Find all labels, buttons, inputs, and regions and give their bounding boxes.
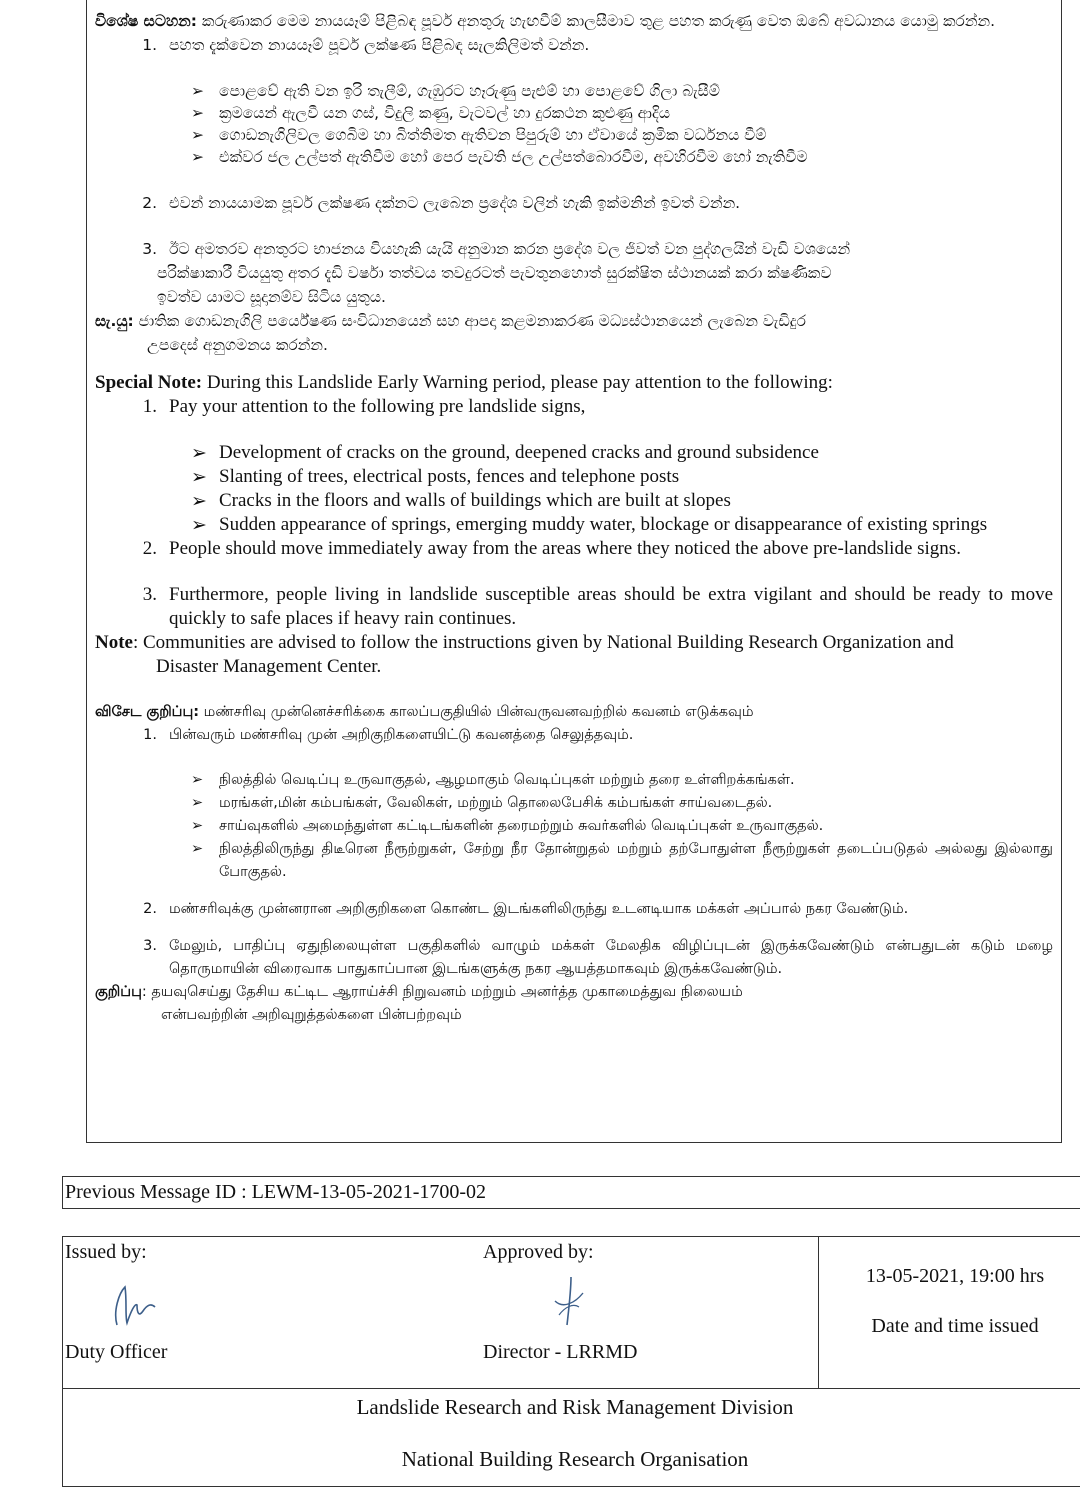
english-bullet: ➢ Development of cracks on the ground, deepened cracks and ground subsidence <box>191 442 819 464</box>
tamil-bullet: ➢ சாய்வுகளில் அமைந்துள்ள கட்டிடங்களின் தரைமற்றும் சுவர்களில் வெடிப்புகள் உருவாகுதல். <box>95 815 1053 838</box>
english-bullet: ➢ Slanting of trees, electrical posts, fences and telephone posts <box>191 466 680 488</box>
tamil-item-1: 1. பின்வரும் மண்சரிவு முன் அறிகுறிகளையிட்டு கவனத்தை செலுத்தவும். <box>143 727 634 743</box>
approved-by-cell <box>483 1237 819 1388</box>
sinhala-note: සැ.යු: ජාතික ගොඩනැගිලි පර්යේෂණ සංවිධානයෙන් සහ ආපදා කළමනාකරණ මධ්‍යස්ථානයෙන් ලැබෙන වැඩිදුර <box>95 312 807 330</box>
english-section: Special Note: During this Landslide Early Warning period, please pay attention to the following: 1. Pay your attention to the following pre landslide signs, ➢ Development of cracks on the ground, deepened cracks and ground subsidence ➢ Slanting of trees, electrical posts, fences and telephone posts ➢ Cracks in the floors and walls of buildings which are built at slopes ➢ Sudden appearance of springs, emerging muddy water, blockage or disappearance of existing springs 2. People should move immediately away from the areas where they noticed the above pre-landslide signs. 3. Furthermore, people living in landslide susceptible areas should be extra vigilant and should be ready to move quickly to safe places if heavy rain continues. Note: Communities are advised to follow the instructions given by National Building Research Organization and Disaster Management Center. <box>95 372 1053 677</box>
arrow-bullet-icon: ➢ <box>191 126 204 144</box>
signature-table <box>62 1236 1080 1389</box>
arrow-bullet-icon: ➢ <box>191 442 207 464</box>
issue-datetime: 13-05-2021, 19:00 hrs <box>865 1265 1045 1287</box>
sinhala-bullet: ➢ ක්‍රමයෙන් ඇලවී යන ගස්, විදුලි කණු, වැටවල් හා දුරකථන කුළුණු ආදිය <box>95 101 1053 125</box>
sinhala-label: විශේෂ සටහන: <box>95 12 197 30</box>
sinhala-item-2: 2. එවන් නායයාමක පූර්ව ලක්ෂණ දක්නට ලැබෙන ප්‍රදේශ වලින් හැකි ඉක්මනින් ඉවත් වන්න. <box>142 194 741 212</box>
sinhala-bullet: ➢ ගොඩනැගිලිවල ගෙබිම හා බිත්තිමත ඇතිවන පිපුරුම් හා ඒවායේ ක්‍රමික වර්ධනය වීම් <box>95 123 1053 147</box>
sinhala-item-1: 1. පහත දැක්වෙන නායයෑම් පූර්ව ලක්ෂණ පිළිබඳ සැලකිලිමත් වන්න. <box>142 36 590 54</box>
arrow-bullet-icon: ➢ <box>191 148 204 166</box>
notice-box <box>86 0 1062 1143</box>
duty-officer-signature <box>103 1281 163 1331</box>
sinhala-section: විශේෂ සටහන: කරුණාකර මෙම නායයෑම් පිළිබඳ පූර්ව අනතුරු හැඟවීම් කාලසීමාව තුළ පහත කරුණු වෙත ඔබේ අවධානය යොමු කරන්න. 1. පහත දැක්වෙන නායයෑම් පූර්ව ලක්ෂණ පිළිබඳ සැලකිලිමත් වන්න. ➢ පොළවේ ඇති වන ඉරි තැලීම්, ගැඹුරට හෑරුණු පැළුම් හා පොළවේ ගිලා බැසීම් ➢ ක්‍රමයෙන් ඇලවී යන ගස්, විදුලි කණු, වැටවල් හා දුරකථන කුළුණු ආදිය ➢ ගොඩනැගිලිවල ගෙබිම හා බිත්තිමත ඇතිවන පිපුරුම් හා ඒවායේ ක්‍රමික වර්ධනය වීම් ➢ එක්වර ජල උල්පත් ඇතිවීම හෝ පෙර පැවති ජල උල්පත්බොරවීම, අවහිරවීම හෝ නැතිවීම 2. එවන් නායයාමක පූර්ව ලක්ෂණ දක්නට ලැබෙන ප්‍රදේශ වලින් හැකි ඉක්මනින් ඉවත් වන්න. 3. ඊට අමතරව අනතුරට භාජනය වියහැකි යැයි අනුමාන කරන ප්‍රදේශ වල ජිවත් වන පුද්ගලයින් වැඩි වශයෙන් පරික්ෂාකාරී වියයුතු අතර දැඩි වර්ෂා තත්වය තවදුරටත් පැවතුනහොත් සුරක්ෂිත ස්ථානයක් කරා ක්ෂණිකව ඉවත්ව යාමට සූදානම්ව සිටිය යුතුය. සැ.යු: ජාතික ගොඩනැගිලි පර්යේෂණ සංවිධානයෙන් සහ ආපදා කළමනාකරණ මධ්‍යස්ථානයෙන් ලැබෙන වැඩිදුර උපදෙස් අනුගමනය කරන්න. <box>95 9 1053 357</box>
arrow-bullet-icon: ➢ <box>191 818 204 834</box>
sinhala-item-3: 3. ඊට අමතරව අනතුරට භාජනය වියහැකි යැයි අනුමාන කරන ප්‍රදේශ වල ජිවත් වන පුද්ගලයින් වැඩි වශයෙන් <box>142 240 851 258</box>
tamil-intro: விசேட குறிப்பு: மண்சரிவு முன்னெச்சரிக்கை காலப்பகுதியில் பின்வருவனவற்றில் கவனம் எடுக்கவும் <box>95 704 754 720</box>
english-bullet: ➢ Cracks in the floors and walls of buildings which are built at slopes <box>191 490 731 512</box>
english-label: Special Note: <box>95 372 203 393</box>
tamil-bullet: ➢ நிலத்திலிருந்து திடீரென நீரூற்றுகள், சேற்று நீர தோன்றுதல் மற்றும் தற்போதுள்ள நீரூற்றுகள் தடைப்படுதல் அல்லது இல்லாது போகுதல். <box>95 838 1053 884</box>
division-name: Landslide Research and Risk Management Division <box>356 1395 794 1419</box>
english-item-2: 2. People should move immediately away from the areas where they noticed the above pre-landslide signs. <box>142 538 961 559</box>
organisation-name: National Building Research Organisation <box>401 1447 749 1471</box>
previous-message-id: Previous Message ID : LEWM-13-05-2021-1700-02 <box>62 1176 1080 1209</box>
english-item-3: 3. Furthermore, people living in landslide susceptible areas should be extra vigilant and should be ready to move quickly to safe places if heavy rain continues. <box>142 584 1053 629</box>
arrow-bullet-icon: ➢ <box>191 490 207 512</box>
issuer-title: Duty Officer <box>65 1341 168 1363</box>
english-bullet: ➢ Sudden appearance of springs, emerging muddy water, blockage or disappearance of existing springs <box>191 514 988 536</box>
arrow-bullet-icon: ➢ <box>191 104 204 122</box>
datetime-label: Date and time issued <box>871 1315 1039 1337</box>
sinhala-bullet: ➢ පොළවේ ඇති වන ඉරි තැලීම්, ගැඹුරට හෑරුණු පැළුම් හා පොළවේ ගිලා බැසීම් <box>95 79 1053 103</box>
english-note: Note: Communities are advised to follow the instructions given by National Building Research Organization and <box>95 632 954 653</box>
english-intro: Special Note: During this Landslide Early Warning period, please pay attention to the following: <box>95 372 833 393</box>
sinhala-bullet: ➢ එක්වර ජල උල්පත් ඇතිවීම හෝ පෙර පැවති ජල උල්පත්බොරවීම, අවහිරවීම හෝ නැතිවීම <box>95 145 1053 169</box>
footer <box>62 1387 1080 1487</box>
issued-by-label: Issued by: <box>65 1241 147 1263</box>
tamil-note: குறிப்பு: தயவுசெய்து தேசிய கட்டிட ஆராய்ச்சி நிறுவனம் மற்றும் அனர்த்த முகாமைத்துவ நிலையம் <box>95 984 743 1000</box>
tamil-section: விசேட குறிப்பு: மண்சரிவு முன்னெச்சரிக்கை காலப்பகுதியில் பின்வருவனவற்றில் கவனம் எடுக்கவும் 1. பின்வரும் மண்சரிவு முன் அறிகுறிகளையிட்டு கவனத்தை செலுத்தவும். ➢ நிலத்தில் வெடிப்பு உருவாகுதல், ஆழமாகும் வெடிப்புகள் மற்றும் தரை உள்ளிறக்கங்கள். ➢ மரங்கள்,மின் கம்பங்கள், வேலிகள், மற்றும் தொலைபேசிக் கம்பங்கள் சாய்வடைதல். ➢ சாய்வுகளில் அமைந்துள்ள கட்டிடங்களின் தரைமற்றும் சுவர்களில் வெடிப்புகள் உருவாகுதல். ➢ நிலத்திலிருந்து திடீரென நீரூற்றுகள், சேற்று நீர தோன்றுதல் மற்றும் தற்போதுள்ள நீரூற்றுகள் தடைப்படுதல் அல்லது இல்லாது போகுதல். 2. மண்சரிவுக்கு முன்னரான அறிகுறிகளை கொண்ட இடங்களிலிருந்து உடனடியாக மக்கள் அப்பால் நகர வேண்டும். 3. மேலும், பாதிப்பு ஏதுநிலையுள்ள பகுதிகளில் வாழும் மக்கள் மேலதிக விழிப்புடன் இருக்கவேண்டும் என்பதுடன் கடும் மழை தொருமாயின் விரைவாக பாதுகாப்பான இடங்களுக்கு நகர ஆயத்தமாகவும் இருக்கவேண்டும். குறிப்பு: தயவுசெய்து தேசிய கட்டிட ஆராய்ச்சி நிறுவனம் மற்றும் அனர்த்த முகாமைத்துவ நிலையம் என்பவற்றின் அறிவுறுத்தல்களை பின்பற்றவும் <box>95 701 1053 1027</box>
director-signature <box>549 1273 589 1329</box>
approved-by-label: Approved by: <box>483 1241 594 1263</box>
sinhala-intro: විශේෂ සටහන: කරුණාකර මෙම නායයෑම් පිළිබඳ පූර්ව අනතුරු හැඟවීම් කාලසීමාව තුළ පහත කරුණු වෙත ඔබේ අවධානය යොමු කරන්න. <box>95 12 996 30</box>
arrow-bullet-icon: ➢ <box>191 514 207 536</box>
datetime-cell <box>819 1237 1080 1388</box>
arrow-bullet-icon: ➢ <box>191 466 207 488</box>
tamil-item-3: 3. மேலும், பாதிப்பு ஏதுநிலையுள்ள பகுதிகளில் வாழும் மக்கள் மேலதிக விழிப்புடன் இருக்கவேண்டும் என்பதுடன் கடும் மழை தொருமாயின் விரைவாக பாதுகாப்பான இடங்களுக்கு நகர ஆயத்தமாகவும் இருக்கவேண்டும். <box>143 938 1053 977</box>
tamil-label: விசேட குறிப்பு: <box>95 704 200 720</box>
tamil-bullet: ➢ மரங்கள்,மின் கம்பங்கள், வேலிகள், மற்றும் தொலைபேசிக் கம்பங்கள் சாய்வடைதல். <box>95 792 1053 815</box>
arrow-bullet-icon: ➢ <box>191 795 204 811</box>
arrow-bullet-icon: ➢ <box>191 841 204 857</box>
issued-by-cell <box>63 1237 483 1388</box>
arrow-bullet-icon: ➢ <box>191 82 204 100</box>
tamil-item-2: 2. மண்சரிவுக்கு முன்னரான அறிகுறிகளை கொண்ட இடங்களிலிருந்து உடனடியாக மக்கள் அப்பால் நகர வேண்டும். <box>143 901 909 917</box>
tamil-bullet: ➢ நிலத்தில் வெடிப்பு உருவாகுதல், ஆழமாகும் வெடிப்புகள் மற்றும் தரை உள்ளிறக்கங்கள். <box>95 769 1053 792</box>
english-item-1: 1. Pay your attention to the following pre landslide signs, <box>142 396 586 417</box>
arrow-bullet-icon: ➢ <box>191 772 204 788</box>
approver-title: Director - LRRMD <box>483 1341 638 1363</box>
